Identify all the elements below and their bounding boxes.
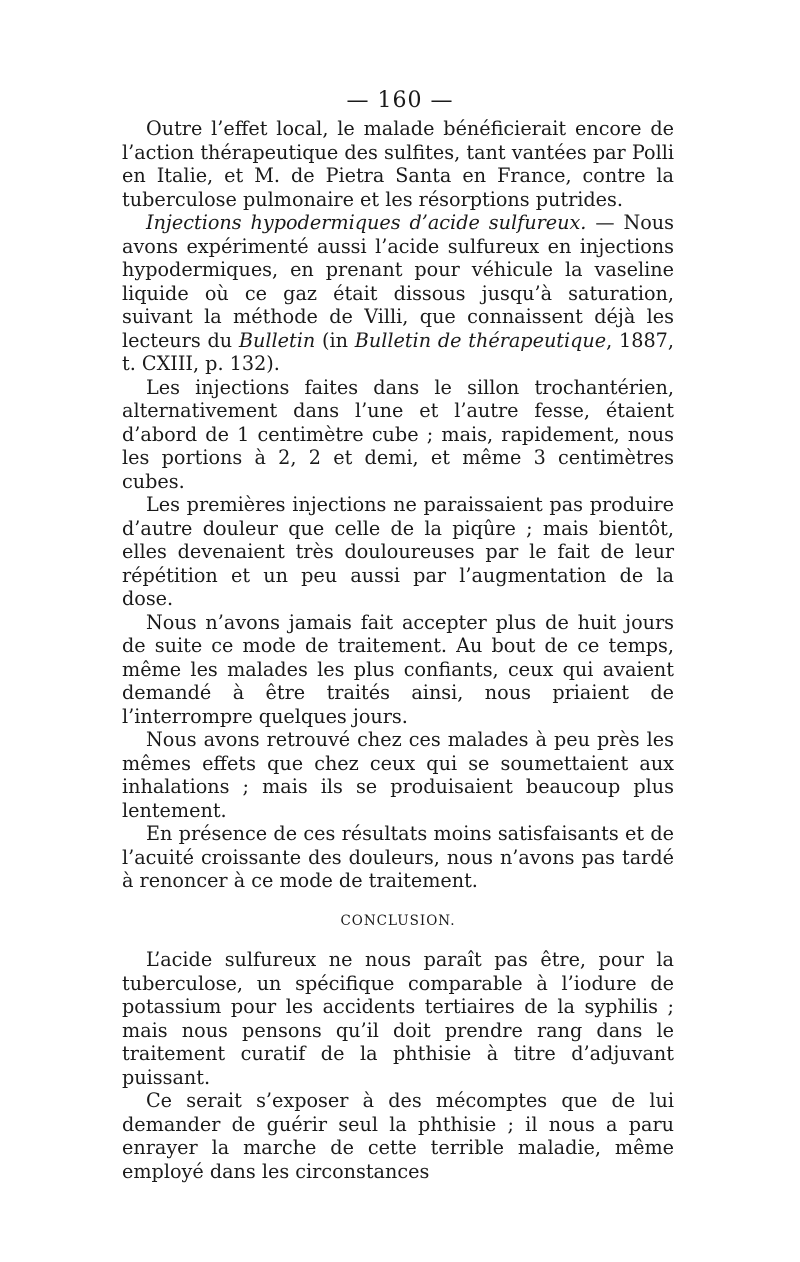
paragraph-injections [122, 211, 674, 376]
conclusion-heading: CONCLUSION. [340, 912, 456, 929]
paragraph-presence: En présence de ces résultats moins satisfaisants et de l’acuité croissante des douleurs, nous n’avons pas tardé à renoncer à ce mode de traitement. [122, 822, 674, 892]
paragraph-conclusion: L’acide sulfureux ne nous paraît pas être, pour la tuberculose, un spécifique comparable à l’iodure de potassium pour les accidents tertiaires de la syphilis ; mais nous pensons qu’il doit prendre rang dans le traitement curatif de la phthisie à titre d’adjuvant puissant. [122, 948, 674, 1089]
bulletin-reference: Bulletin [238, 328, 316, 352]
paragraph-injections-text-c: , 1887, t. CXIII, p. 132). [122, 328, 674, 375]
journal-reference: Bulletin de thérapeutique [354, 328, 607, 352]
section-title-injections: Injections hypodermiques d’acide sulfureux. [146, 211, 587, 234]
page-number: — 160 — [346, 88, 454, 113]
paragraph-sillon: Les injections faites dans le sillon trochantérien, alternativement dans l’une et l’autre fesse, étaient d’abord de 1 centimètre cube ; mais, rapidement, nous les portions à 2, 2 et demi, et même 3 centimètres cubes. [122, 375, 674, 493]
paragraph-huit-jours: Nous n’avons jamais fait accepter plus de huit jours de suite ce mode de traitement. Au bout de ce temps, même les malades les plus confiants, ceux qui avaient demandé à être traités ainsi, nous priaient de l’interrompre quelques jours. [122, 610, 674, 728]
paragraph-injections-text-a: — Nous avons expérimenté aussi l’acide sulfureux en injections hypodermiques, en prenant pour véhicule la vaseline liquide où ce gaz était dissous jusqu’à saturation, suivant la méthode de Villi, que connaissent déjà les lecteurs du [122, 211, 674, 352]
paragraph-effets: Nous avons retrouvé chez ces malades à peu près les mêmes effets que chez ceux qui se soumettaient aux inhalations ; mais ils se produisaient beaucoup plus lentement. [122, 728, 674, 822]
paragraph-mecomptes: Ce serait s’exposer à des mécomptes que de lui demander de guérir seul la phthisie ; il nous a paru enrayer la marche de cette terrible maladie, même employé dans les circonstances [122, 1089, 674, 1183]
paragraph-douleur: Les premières injections ne paraissaient pas produire d’autre douleur que celle de la piqûre ; mais bientôt, elles devenaient très douloureuses par le fait de leur répétition et un peu aussi par l’augmentation de la dose. [122, 493, 674, 610]
body-text [122, 117, 674, 1183]
paragraph-injections-text-b: (in [315, 328, 355, 352]
paragraph-effet-local: Outre l’effet local, le malade bénéficierait encore de l’action thérapeutique des sulfites, tant vantées par Polli en Italie, et M. de Pietra Santa en France, contre la tuberculose pulmonaire et les résorptions putrides. [122, 117, 674, 211]
